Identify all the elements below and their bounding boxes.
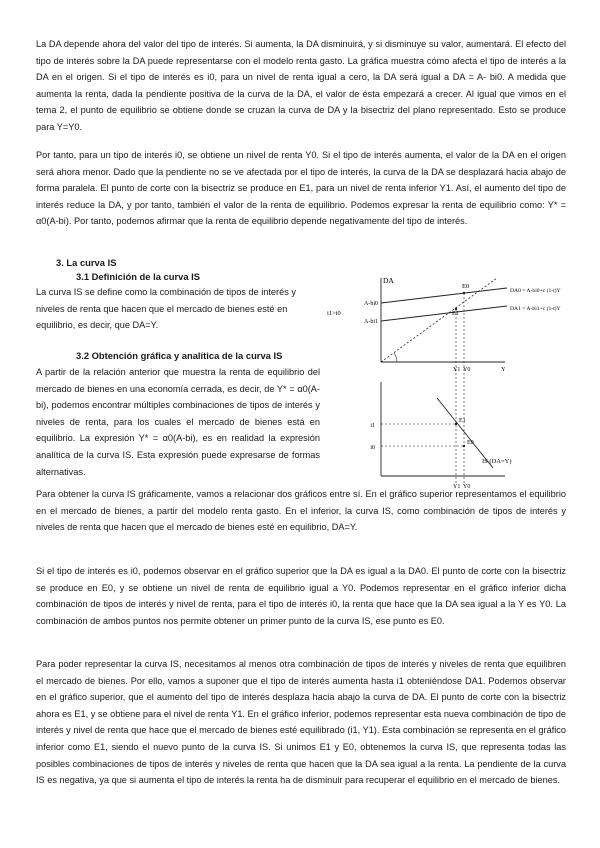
is-curve-figure (325, 270, 570, 500)
top-x-axis-label: Y (501, 366, 506, 373)
top-tick-y0: Y0 (463, 367, 471, 373)
e0-bottom-label: E0 (467, 440, 474, 446)
da1-curve-label: DA1 = A-bi1+c (1-t)Y (510, 306, 561, 312)
point-e0-bottom (463, 445, 465, 447)
subheading-definition: 3.1 Definición de la curva IS (76, 271, 201, 282)
paragraph-analytic: A partir de la relación anterior que muestra la renta de equilibrio del mercado de bienes en una economía cerrada, es decir, de Y* = α0(A-bi), podemos encontrar múltiples combinaciones de tipos de interés y niveles de renta, para los cuales el mercado de bienes está en equilibrio. La expresión Y* = α0(A-bi), es en realidad la expresión analítica de la curva IS. Esta expresión puede expresarse de formas alternativas. (36, 367, 320, 477)
da0-line (381, 288, 507, 303)
paragraph-point-e0: Si el tipo de interés es i0, podemos observar en el gráfico superior que la DA es igual a la DA0. El punto de corte con la bisectriz se produce en E0, y se obtiene un nivel de renta de equilibrio igual a Y0. Podemos representar en el gráfico inferior dicha combinación de tipos de interés y nivel de renta, para el tipo de interés i0, la renta que hace que la DA sea igual a la Y es Y0. La combinación de ambos puntos nos permite obtener un primer punto de la curva IS, ese punto es E0. (36, 566, 566, 626)
paragraph-is-definition: La curva IS se define como la combinación de tipos de interés y niveles de renta que hacen que el mercado de bienes esté en equilibrio, es decir, que DA=Y. (36, 287, 296, 331)
intercept-i1-label: A-bi1 (364, 319, 378, 325)
paragraph-two-graphs: Para obtener la curva IS gráficamente, vamos a relacionar dos gráficos entre sí. En el gráfico superior representamos el equilibrio en el mercado de bienes, a partir del modelo renta gasto. En el inferior, la curva IS, como combinación de tipos de interés y niveles de renta que hacen que el mercado de bienes esté en equilibrio, DA=Y. (36, 489, 566, 533)
section-heading: 3. La curva IS (56, 257, 117, 268)
bottom-tick-i1: i1 (370, 423, 375, 429)
paragraph-equilibrium-income: Por tanto, para un tipo de interés i0, se obtiene un nivel de renta Y0. Si el tipo de interés aumenta, el valor de la DA en el origen será ahora menor. Dado que la pendiente no se ve afectada por el tipo de interés, la curva de la DA se desplazará hacia abajo de forma paralela. El punto de corte con la bisectriz se produce en E1, para un nivel de renta inferior Y1. Así, el aumento del tipo de interés reduce la DA, y por tanto, también el valor de la renta de equilibrio. Podemos expresar la renta de equilibrio como: Y* = α0(A-bi). Por tanto, podemos afirmar que la renta de equilibrio depende negativamente del tipo de interés. (36, 150, 566, 227)
bottom-tick-y0: Y0 (463, 484, 471, 490)
top-tick-y1: Y1 (453, 367, 461, 373)
paragraph-da-interest: La DA depende ahora del valor del tipo de interés. Si aumenta, la DA disminuirá, y si disminuye su valor, aumentará. El efecto del tipo de interés sobre la DA puede representarse con el modelo renta gasto. La gráfica muestra cómo afecta el tipo de interés a la DA en el origen. Si el tipo de interés es i0, para un nivel de renta igual a cero, la DA será igual a DA = A- bi0. A medida que aumenta la renta, dada la pendiente positiva de la curva de la DA, el valor de ésta empezará a crecer. Al igual que vimos en el tema 2, el punto de equilibrio se obtiene donde se cruzan la curva de DA y la bisectriz del plano representado. Esto se produce para Y=Y0. (36, 39, 566, 132)
e1-bottom-label: E1 (459, 418, 466, 424)
intercept-i0-label: A-bi0 (364, 301, 378, 307)
side-note-label: i1>i0 (327, 310, 341, 317)
top-y-axis-label: DA (383, 276, 394, 285)
bisector-line (381, 278, 497, 362)
bottom-tick-i0: i0 (370, 445, 375, 451)
angle-arc (394, 353, 397, 362)
e1-top-label: E1 (452, 311, 459, 317)
da0-curve-label: DA0 = A-bi0+c (1-t)Y (510, 288, 561, 294)
bottom-tick-y1: Y1 (453, 484, 461, 490)
point-e1-bottom (455, 423, 457, 425)
da1-line (381, 306, 507, 321)
e0-top-label: E0 (462, 283, 470, 290)
paragraph-point-e1: Para poder representar la curva IS, necesitamos al menos otra combinación de tipos de interés y niveles de renta que equilibren el mercado de bienes. Por ello, vamos a suponer que el tipo de interés aumenta hasta i1 obteniéndose DA1. Podemos observar en el gráfico superior, que el aumento del tipo de interés desplaza hacia abajo la curva de DA. El punto de corte con la bisectriz ahora es E1, y se obtiene para el nivel de renta Y1. En el gráfico inferior, podemos representar esta nueva combinación de tipo de interés y nivel de renta que hace que el mercado de bienes esté equilibrado (i1, Y1). Esta combinación se representa en el gráfico inferior como E1, siendo el nuevo punto de la curva IS. Si unimos E1 y E0, obtenemos la curva IS, que representa todas las posibles combinaciones de tipos de interés y niveles de renta que hacen que la DA sea igual a la renta. La pendiente de la curva IS es negativa, ya que si aumenta el tipo de interés la renta ha de disminuir para recuperar el equilibrio en el mercado de bienes. (36, 659, 566, 786)
subheading-graphic-analytic: 3.2 Obtención gráfica y analítica de la curva IS (76, 350, 283, 361)
is-curve-label: IS (DA=Y) (482, 458, 512, 465)
